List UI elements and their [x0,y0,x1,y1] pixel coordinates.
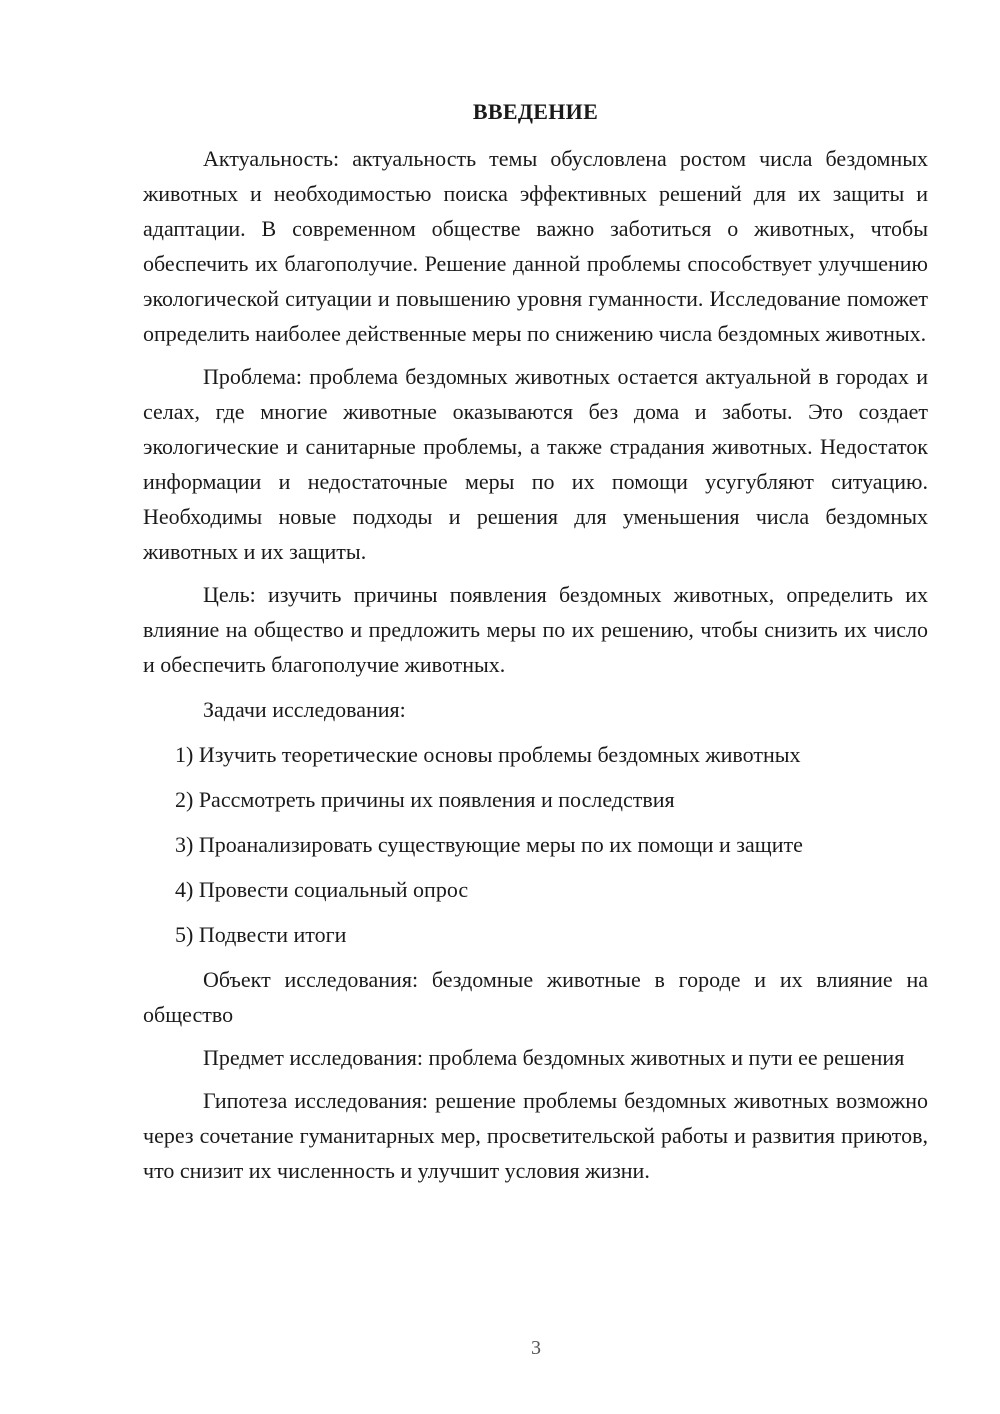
task-list [143,737,928,952]
task-item-4: 4) Провести социальный опрос [175,877,469,902]
page-number: 3 [531,1337,541,1359]
section-heading: ВВЕДЕНИЕ [472,99,599,124]
task-item-2: 2) Рассмотреть причины их появления и последствия [175,787,675,812]
task-item-5: 5) Подвести итоги [175,922,347,947]
relevance-paragraph: Актуальность: актуальность темы обусловлена ростом числа бездомных животных и необходимостью поиска эффективных решений для их защиты и адаптации. В современном обществе важно заботиться о животных, чтобы обеспечить их благополучие. Решение данной проблемы способствует улучшению экологической ситуации и повышению уровня гуманности. Исследование поможет определить наиболее действенные меры по снижению числа бездомных животных. [143,146,928,346]
task-item-1: 1) Изучить теоретические основы проблемы бездомных животных [175,742,801,767]
problem-paragraph: Проблема: проблема бездомных животных остается актуальной в городах и селах, где многие животные оказываются без дома и заботы. Это создает экологические и санитарные проблемы, а также страдания животных. Недостаток информации и недостаточные меры по их помощи усугубляют ситуацию. Необходимы новые подходы и решения для уменьшения числа бездомных животных и их защиты. [143,364,928,564]
task-item-3: 3) Проанализировать существующие меры по их помощи и защите [175,832,803,857]
tasks-title: Задачи исследования: [203,697,406,722]
document-page [143,94,928,1188]
subject-paragraph: Предмет исследования: проблема бездомных животных и пути ее решения [203,1045,905,1070]
hypothesis-paragraph: Гипотеза исследования: решение проблемы бездомных животных возможно через сочетание гуманитарных мер, просветительской работы и развития приютов, что снизит их численность и улучшит условия жизни. [143,1088,928,1183]
object-paragraph: Объект исследования: бездомные животные в городе и их влияние на общество [143,967,928,1027]
goal-paragraph: Цель: изучить причины появления бездомных животных, определить их влияние на общество и предложить меры по их решению, чтобы снизить их число и обеспечить благополучие животных. [143,582,928,677]
